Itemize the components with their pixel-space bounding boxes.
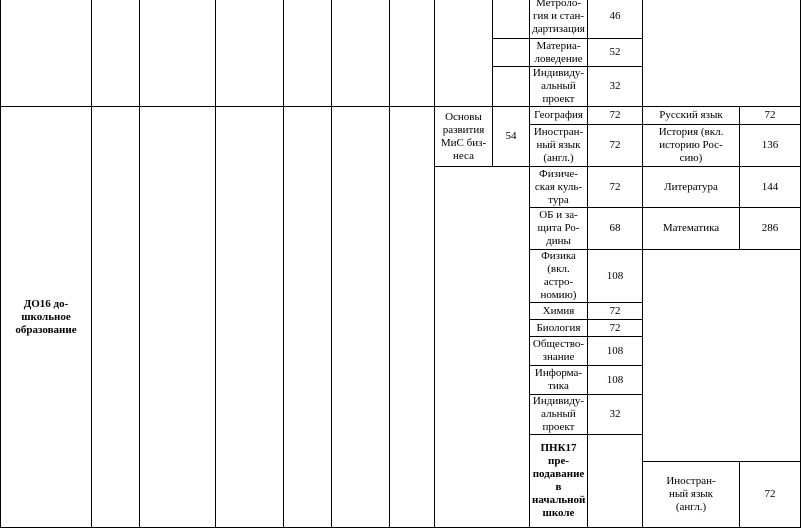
- table-cell: [284, 107, 332, 528]
- specialty-name: ПНК17 пре- подавание в начальной школе: [530, 435, 588, 528]
- table-cell: [493, 67, 530, 107]
- subject-hours: 72: [588, 320, 643, 337]
- subject-name: Биология: [530, 320, 588, 337]
- table-cell: [140, 0, 216, 107]
- table-cell: [390, 0, 435, 107]
- subject-hours: 72: [740, 462, 801, 528]
- table-cell: [643, 250, 801, 462]
- core-subject-hours: 72: [740, 107, 801, 125]
- table-cell: [1, 0, 92, 107]
- table-cell: [390, 107, 435, 528]
- table-cell: [643, 0, 801, 107]
- subject-hours: 108: [588, 250, 643, 303]
- subject-name: Общество- знание: [530, 337, 588, 366]
- subject-hours: 108: [588, 337, 643, 366]
- discipline-hours: 54: [493, 107, 530, 167]
- table-cell: [284, 0, 332, 107]
- subject-name: Материа- ловедение: [530, 39, 588, 67]
- core-subject-hours: 286: [740, 208, 801, 250]
- subject-hours: 32: [588, 67, 643, 107]
- subject-name: Иностран- ный язык (англ.): [643, 462, 740, 528]
- table-cell: [92, 107, 140, 528]
- subject-name: Индивиду- альный проект: [530, 67, 588, 107]
- table-row: [1, 0, 801, 39]
- subject-hours: 108: [588, 366, 643, 395]
- subject-hours: 72: [588, 125, 643, 167]
- subject-hours: 52: [588, 39, 643, 67]
- core-subject-hours: 144: [740, 167, 801, 208]
- core-subject-name: История (вкл. историю Рос- сию): [643, 125, 740, 167]
- subject-hours: 72: [588, 107, 643, 125]
- core-subject-name: Литература: [643, 167, 740, 208]
- subject-name: Индивиду- альный проект: [530, 395, 588, 435]
- table-cell: [92, 0, 140, 107]
- specialty-name: ДО16 до- школьное образование: [1, 107, 92, 528]
- table-cell: [493, 0, 530, 39]
- table-cell: [493, 39, 530, 67]
- table-cell: [140, 107, 216, 528]
- core-subject-name: Математика: [643, 208, 740, 250]
- core-subject-hours: 136: [740, 125, 801, 167]
- table-cell: [216, 0, 284, 107]
- subject-name: ОБ и за- щита Ро- дины: [530, 208, 588, 250]
- subject-name: Иностран- ный язык (англ.): [530, 125, 588, 167]
- table-cell: [332, 0, 390, 107]
- core-subject-name: Русский язык: [643, 107, 740, 125]
- table-row: [1, 107, 801, 125]
- subject-hours: 68: [588, 208, 643, 250]
- subject-name: Метроло- гия и стан- дартизация: [530, 0, 588, 39]
- table-cell: [435, 167, 530, 528]
- subject-hours: 72: [588, 167, 643, 208]
- discipline-name: Основы развития МиС биз- неса: [435, 107, 493, 167]
- subject-name: Информа- тика: [530, 366, 588, 395]
- subject-name: Физиче- ская куль- тура: [530, 167, 588, 208]
- table-cell: [216, 107, 284, 528]
- table-cell: [332, 107, 390, 528]
- subject-hours: 32: [588, 395, 643, 435]
- table-cell: [435, 0, 493, 107]
- table-cell: [588, 435, 643, 528]
- subject-name: Химия: [530, 303, 588, 320]
- subject-hours: 46: [588, 0, 643, 39]
- subject-name: Физика (вкл. астро- номию): [530, 250, 588, 303]
- subject-name: География: [530, 107, 588, 125]
- subject-hours: 72: [588, 303, 643, 320]
